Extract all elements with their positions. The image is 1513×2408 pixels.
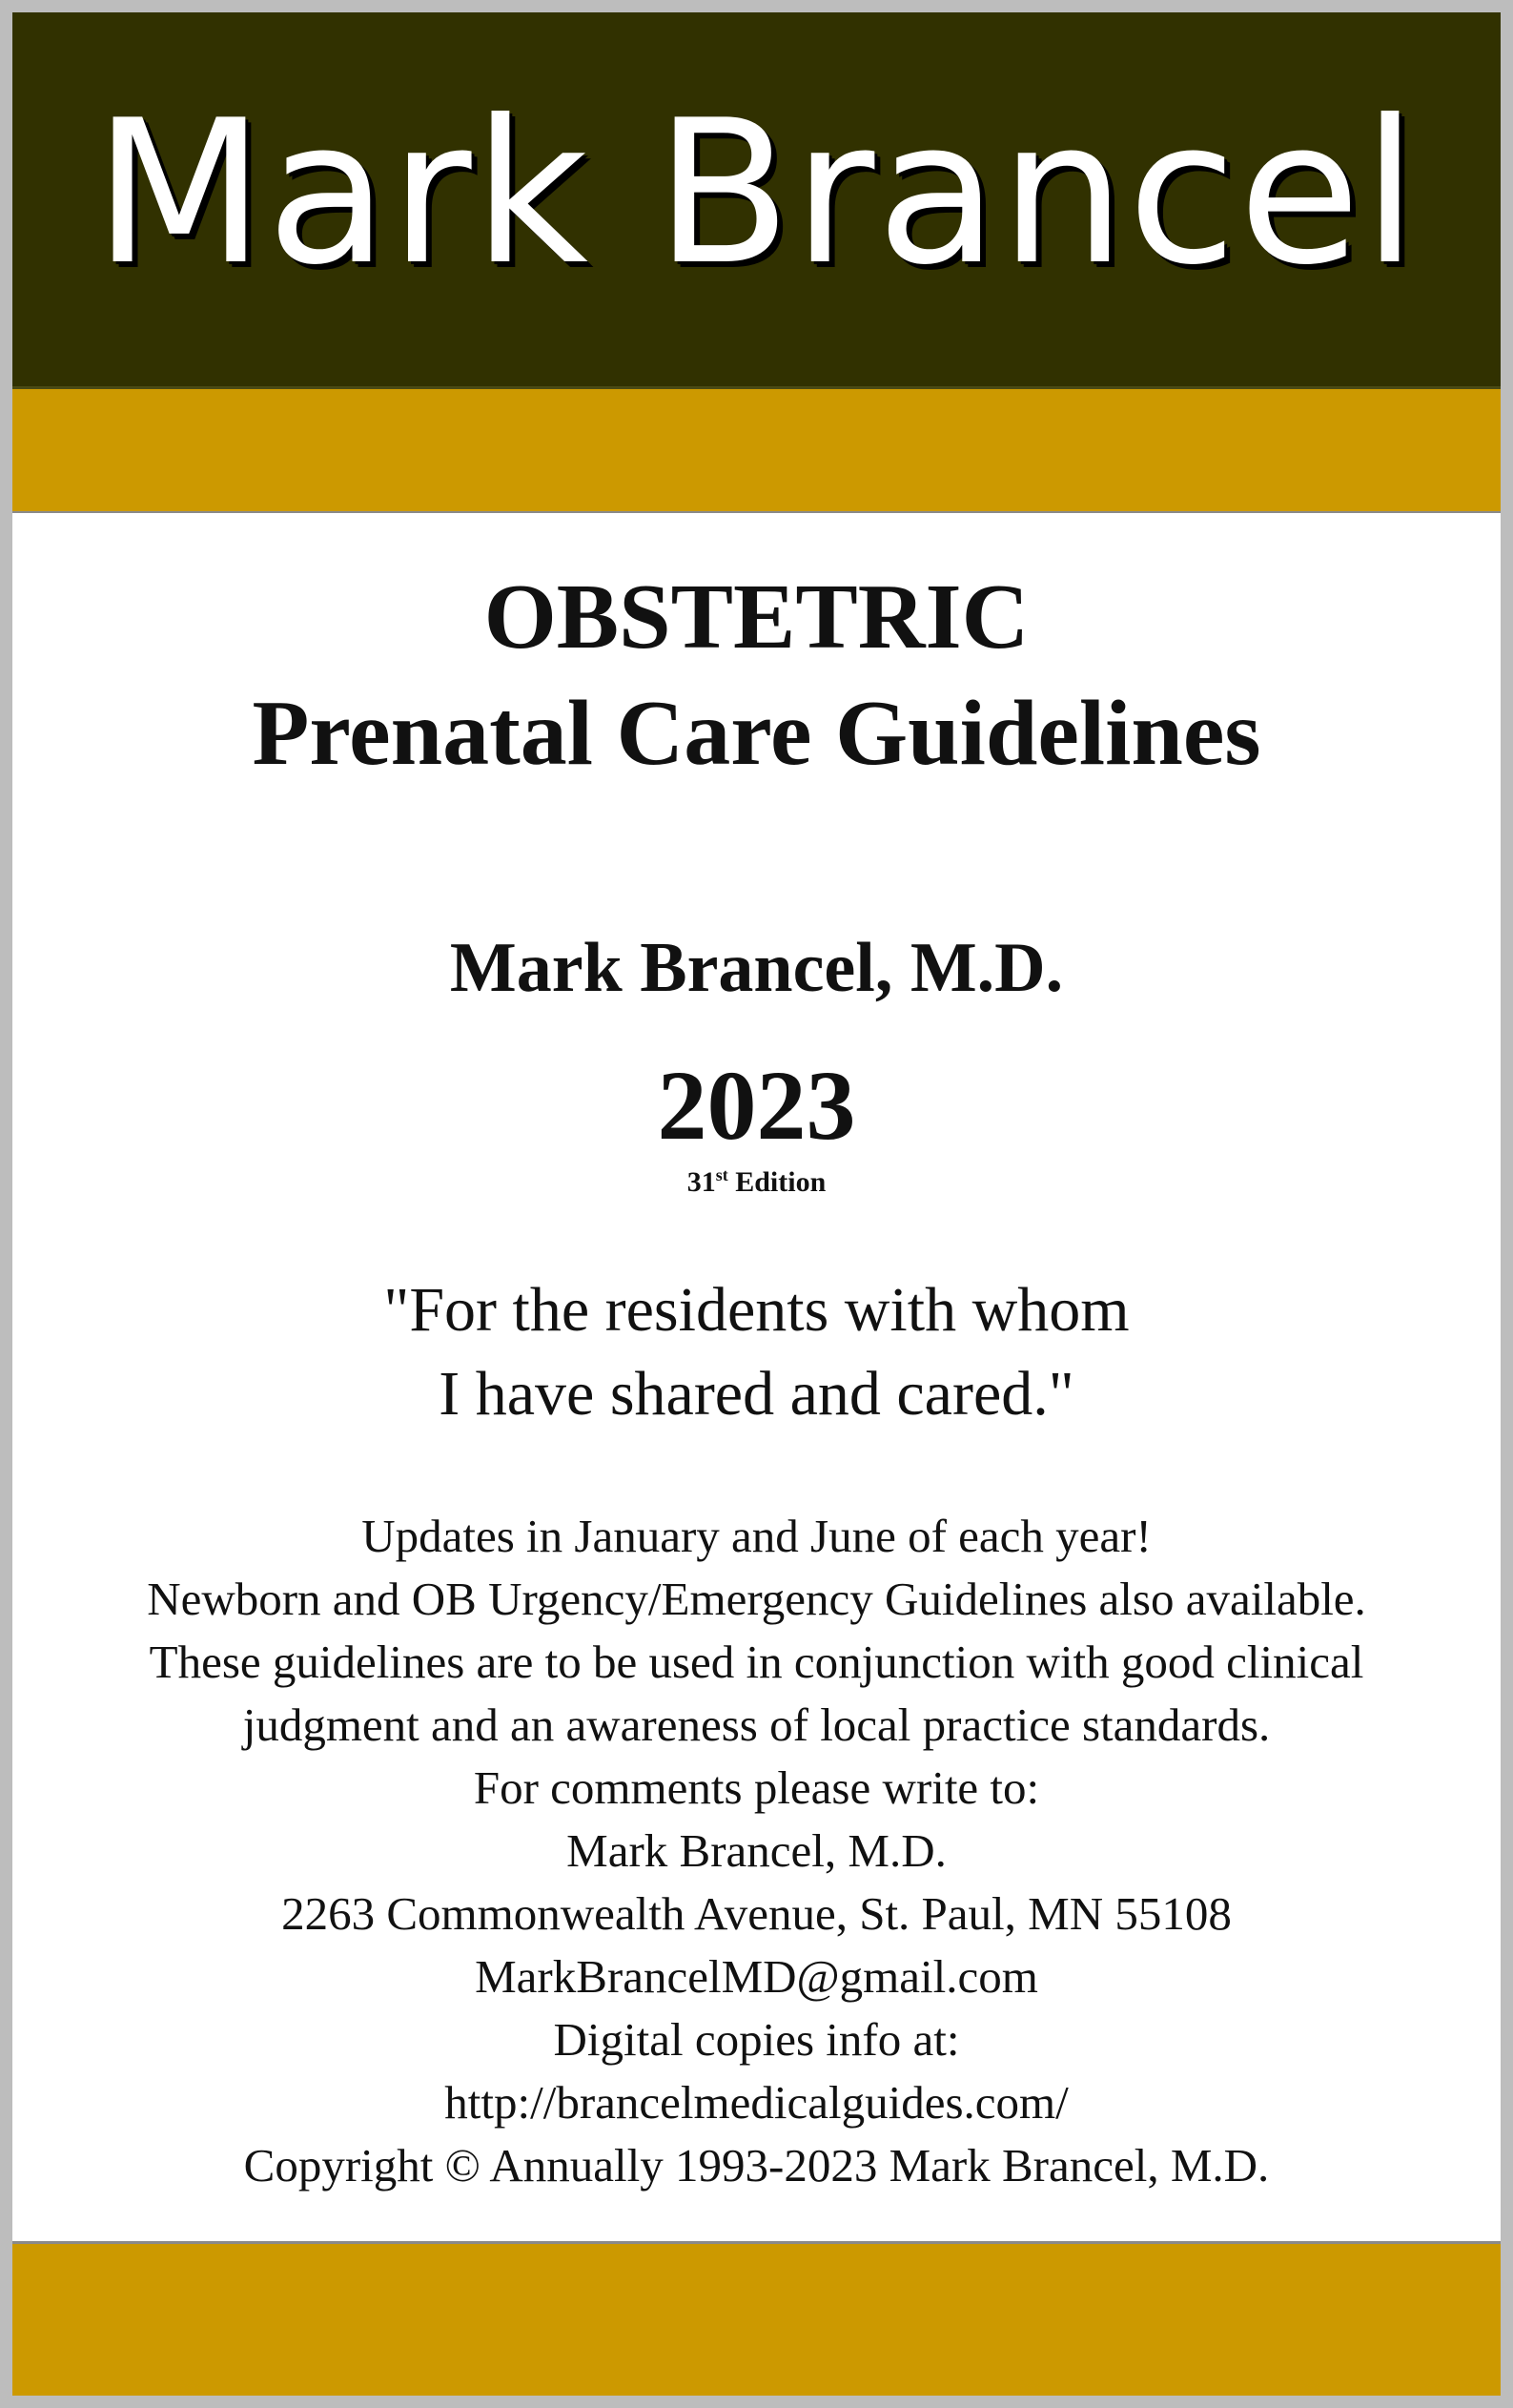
edition-year: 2023	[657, 1051, 856, 1161]
author-name: Mark Brancel, M.D.	[449, 929, 1064, 1007]
gold-band-bottom	[12, 2241, 1501, 2396]
usage-note-line-2: judgment and an awareness of local practice standards.	[242, 1698, 1271, 1751]
gold-band-top	[12, 389, 1501, 513]
brand-name: Mark Brancel	[93, 78, 1420, 309]
edition-number: 31	[686, 1166, 716, 1198]
book-cover	[12, 12, 1501, 2396]
book-title-line-2: Prenatal Care Guidelines	[252, 682, 1261, 785]
cover-content	[12, 513, 1501, 2197]
usage-note-line-1: These guidelines are to be used in conjunction with good clinical	[149, 1636, 1364, 1688]
comments-note: For comments please write to:	[473, 1761, 1040, 1814]
dedication-line-1: "For the residents with whom	[383, 1275, 1130, 1345]
book-title-line-1: OBSTETRIC	[483, 566, 1030, 669]
dedication-line-2: I have shared and cared."	[439, 1359, 1074, 1429]
copyright-notice: Copyright © Annually 1993-2023 Mark Brancel, M.D.	[243, 2139, 1270, 2192]
website-url: http://brancelmedicalguides.com/	[444, 2076, 1069, 2129]
contact-email: MarkBrancelMD@gmail.com	[475, 1950, 1038, 2003]
info-block	[12, 1505, 1501, 2197]
digital-copies-note: Digital copies info at:	[553, 2013, 960, 2066]
edition-word: Edition	[735, 1166, 827, 1198]
edition-suffix: st	[715, 1165, 728, 1184]
brand-banner	[12, 12, 1501, 389]
contact-address: 2263 Commonwealth Avenue, St. Paul, MN 55108	[281, 1887, 1232, 1940]
also-available-note: Newborn and OB Urgency/Emergency Guidelines also available.	[147, 1573, 1366, 1625]
edition-label	[12, 1165, 1501, 1200]
updates-note: Updates in January and June of each year!	[361, 1510, 1152, 1562]
contact-name: Mark Brancel, M.D.	[566, 1824, 947, 1877]
dedication	[12, 1268, 1501, 1436]
